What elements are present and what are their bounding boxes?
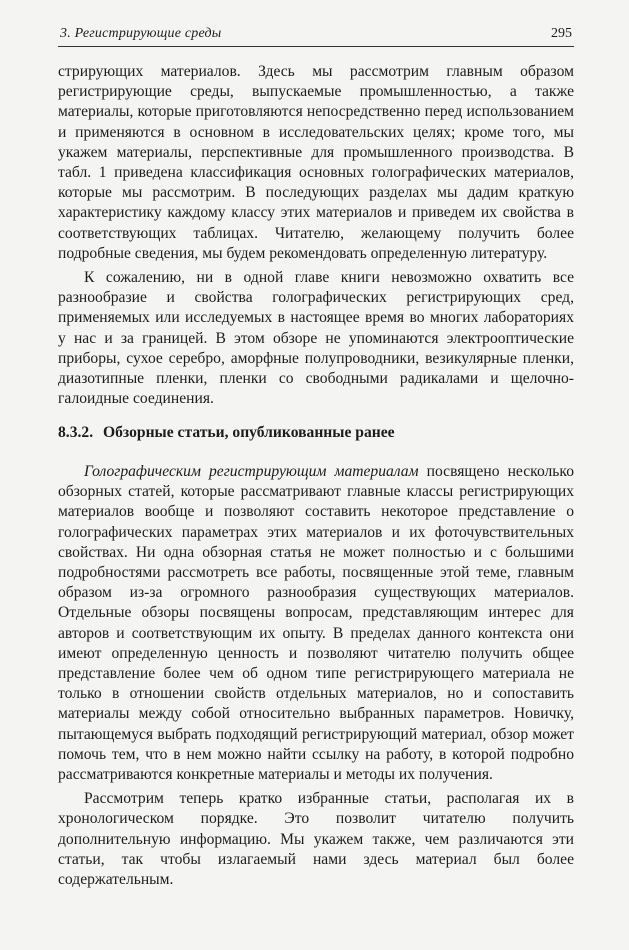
italic-term: Голографическим регистрирующим материалам (84, 463, 419, 480)
paragraph (58, 462, 574, 785)
section-heading (58, 424, 574, 442)
chapter-title: 3. Регистрирующие среды (60, 26, 222, 41)
paragraph: К сожалению, ни в одной главе книги невозможно охватить все разнообразие и свойства голографических регистрирующих сред, применяемых или исследуемых в настоящее время во многих лабораториях у нас и за границей. В этом обзоре не упоминаются электрооптические приборы, сухое серебро, аморфные полупроводники, везикулярные пленки, диазотипные пленки, пленки со свободными радикалами и щелочно-галоидные соединения. (58, 269, 574, 408)
running-head (58, 24, 574, 47)
paragraph-continued: стрирующих материалов. Здесь мы рассмотрим главным образом регистрирующие среды, выпускаемые промышленностью, а также материалы, которые приготовляются непосредственно перед использованием и применяются в основном в исследовательских целях; кроме того, мы укажем материалы, перспективные для промышленного производства. В табл. 1 приведена классификация основных голографических материалов, которые мы рассмотрим. В последующих разделах мы дадим краткую характеристику каждому классу этих материалов и приведем их свойства в соответствующих таблицах. Читателю, желающему получить более подробные сведения, мы будем рекомендовать определенную литературу. (58, 63, 574, 262)
section-title: Обзорные статьи, опубликованные ранее (103, 424, 395, 441)
body-text-top (58, 62, 574, 409)
body-text-section (58, 462, 574, 890)
page-number: 295 (551, 26, 572, 41)
paragraph: Рассмотрим теперь кратко избранные статьи, располагая их в хронологическом порядке. Это позволит читателю получить дополнительную информацию. Мы укажем также, чем различаются эти статьи, так чтобы излагаемый нами здесь материал был более содержательным. (58, 790, 574, 889)
section-number: 8.3.2. (58, 424, 94, 441)
paragraph-text: посвящено несколько обзорных статей, которые рассматривают главные классы регистрирующих материалов вообще и позволяют составить некоторое представление о голографических параметрах этих материалов и их фоточувствительных свойствах. Ни одна обзорная статья не может полностью и с большими подробностями рассмотреть все работы, посвященные этой теме, главным образом из-за огромного разнообразия существующих материалов. Отдельные обзоры посвящены вопросам, представляющим интерес для авторов и соответствующим их опыту. В пределах данного контекста они имеют определенную ценность и позволяют читателю получить общее представление более чем об одном типе регистрирующего материала не только в отношении свойств отдельных материалов, но и сопоставить материалы между собой относительно выбранных параметров. Новичку, пытающемуся выбрать подходящий регистрирующий материал, обзор может помочь тем, что в нем можно найти ссылку на работу, в которой подробно рассматриваются конкретные материалы и методы их получения. (58, 463, 575, 784)
